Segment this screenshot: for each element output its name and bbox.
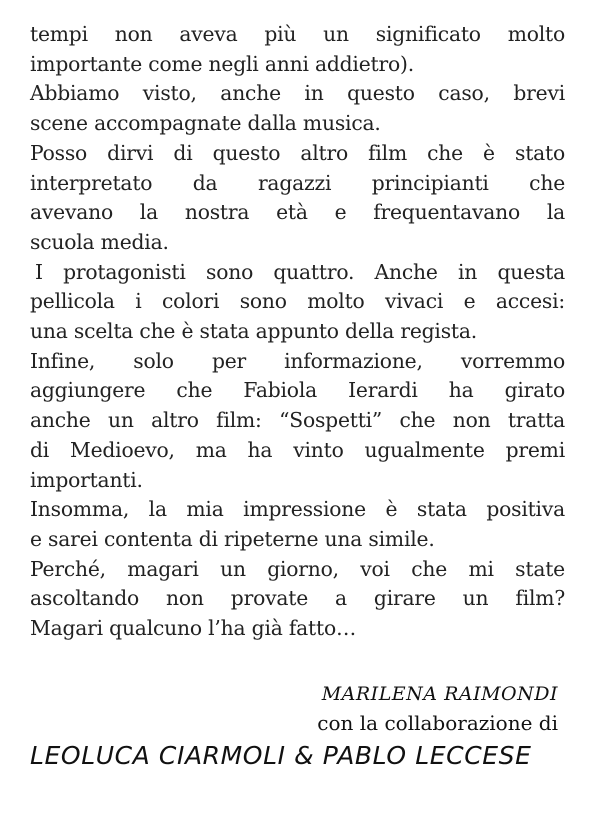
text-line: anche un altro film: “Sospetti” che non tratta	[30, 408, 565, 433]
text-line: Perché, magari un giorno, voi che mi state	[30, 556, 565, 581]
article-body	[30, 20, 565, 644]
text-line: I protagonisti sono quattro. Anche in questa	[35, 259, 565, 284]
text-line: interpretato da ragazzi principianti che	[30, 170, 565, 195]
text-line: e sarei contenta di ripeterne una simile.	[30, 526, 435, 551]
text-line: tempi non aveva più un significato molto	[30, 22, 565, 46]
text-line: Infine, solo per informazione, vorremmo	[30, 348, 565, 373]
text-line: di Medioevo, ma ha vinto ugualmente premi	[30, 437, 565, 462]
collaborator-names: LEOLUCA CIARMOLI & PABLO LECCESE	[30, 741, 532, 770]
text-line: una scelta che è stata appunto della regista.	[30, 319, 478, 344]
text-line: scene accompagnate dalla musica.	[30, 111, 381, 136]
text-line: Insomma, la mia impressione è stata positiva	[30, 497, 565, 522]
text-line: Abbiamo visto, anche in questo caso, brevi	[30, 81, 565, 106]
text-line: aggiungere che Fabiola Ierardi ha girato	[30, 378, 565, 403]
collaboration-note: con la collaborazione di	[317, 711, 558, 735]
text-line: Magari qualcuno l’ha già fatto…	[30, 616, 357, 641]
signature-block	[317, 680, 562, 738]
text-line: scuola media.	[30, 229, 169, 254]
text-line: importante come negli anni addietro).	[30, 51, 414, 76]
text-line: Posso dirvi di questo altro film che è stato	[30, 140, 565, 165]
text-line: avevano la nostra età e frequentavano la	[30, 200, 565, 225]
text-line: importanti.	[30, 467, 143, 492]
author-name: MARILENA RAIMONDI	[321, 683, 558, 705]
text-line: ascoltando non provate a girare un film?	[30, 586, 565, 611]
text-line: pellicola i colori sono molto vivaci e accesi:	[30, 289, 565, 314]
